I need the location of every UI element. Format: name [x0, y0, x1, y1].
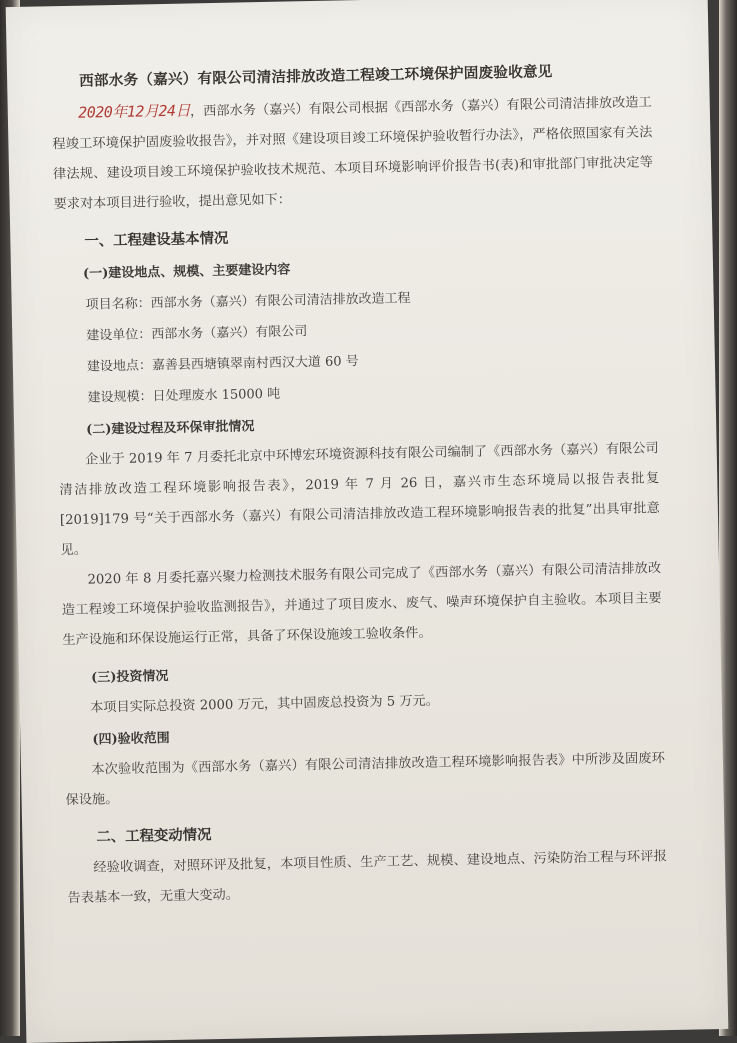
intro-paragraph — [52, 86, 654, 220]
intro-text: ，西部水务（嘉兴）有限公司根据《西部水务（嘉兴）有限公司清洁排放改造工程竣工环境保护固废验收报告》，并对照《建设项目竣工环境保护验收暂行办法》，严格依照国家有关法律法规、建设项目竣工环境保护验收技术规范、本项目环境影响评价报告书(表)和审批部门审批决定等要求对本项目进行验收，提出意见如下： — [52, 95, 654, 213]
project-name: 项目名称：西部水务（嘉兴）有限公司清洁排放改造工程 — [85, 291, 411, 313]
section-heading-changes: 二、工程变动情况 — [96, 826, 212, 846]
construction-unit: 建设单位：西部水务（嘉兴）有限公司 — [86, 324, 308, 344]
scope-text: 本次验收范围为《西部水务（嘉兴）有限公司清洁排放改造工程环境影响报告表》中所涉及固废环保设施。 — [65, 751, 666, 809]
handwritten-date: 2020年12月24日 — [78, 101, 191, 122]
subsection-heading-location: (一)建设地点、规模、主要建设内容 — [82, 262, 291, 282]
construction-location: 建设地点：嘉善县西塘镇翠南村西汉大道 60 号 — [86, 354, 359, 375]
document-title: 西部水务（嘉兴）有限公司清洁排放改造工程竣工环境保护固废验收意见 — [79, 63, 553, 90]
subsection-heading-investment: (三)投资情况 — [91, 669, 169, 686]
subsection-heading-scope: (四)验收范围 — [92, 731, 170, 748]
approval-paragraph-1: 企业于 2019 年 7 月委托北京中环博宏环境资源科技有限公司编制了《西部水务（嘉兴）有限公司清洁排放改造工程环境影响报告表》，2019 年 7 月 26 日，嘉兴市生态环境局以报告表批复[2019]179 号“关于西部水务（嘉兴）有限公司清洁排放改造工程环境影响报告表的批复”出具审批意见。 — [59, 441, 661, 559]
section-heading-basic-info: 一、工程建设基本情况 — [84, 229, 229, 250]
construction-scale: 建设规模：日处理废水 15000 吨 — [87, 386, 281, 406]
document-page — [6, 0, 729, 1043]
investment-text: 本项目实际总投资 2000 万元，其中固废总投资为 5 万元。 — [89, 693, 440, 716]
document-body — [51, 50, 668, 914]
changes-text: 经验收调查，对照环评及批复，本项目性质、生产工艺、规模、建设地点、污染防治工程与环评报告表基本一致，无重大变动。 — [67, 849, 668, 907]
approval-paragraph-2: 2020 年 8 月委托嘉兴聚力检测技术服务有限公司完成了《西部水务（嘉兴）有限公司清洁排放改造工程竣工环境保护验收监测报告》，并通过了项目废水、废气、噪声环境保护自主验收。本项目主要生产设施和环保设施运行正常，具备了环保设施竣工验收条件。 — [61, 561, 662, 649]
subsection-heading-approval: (二)建设过程及环保审批情况 — [86, 419, 255, 438]
